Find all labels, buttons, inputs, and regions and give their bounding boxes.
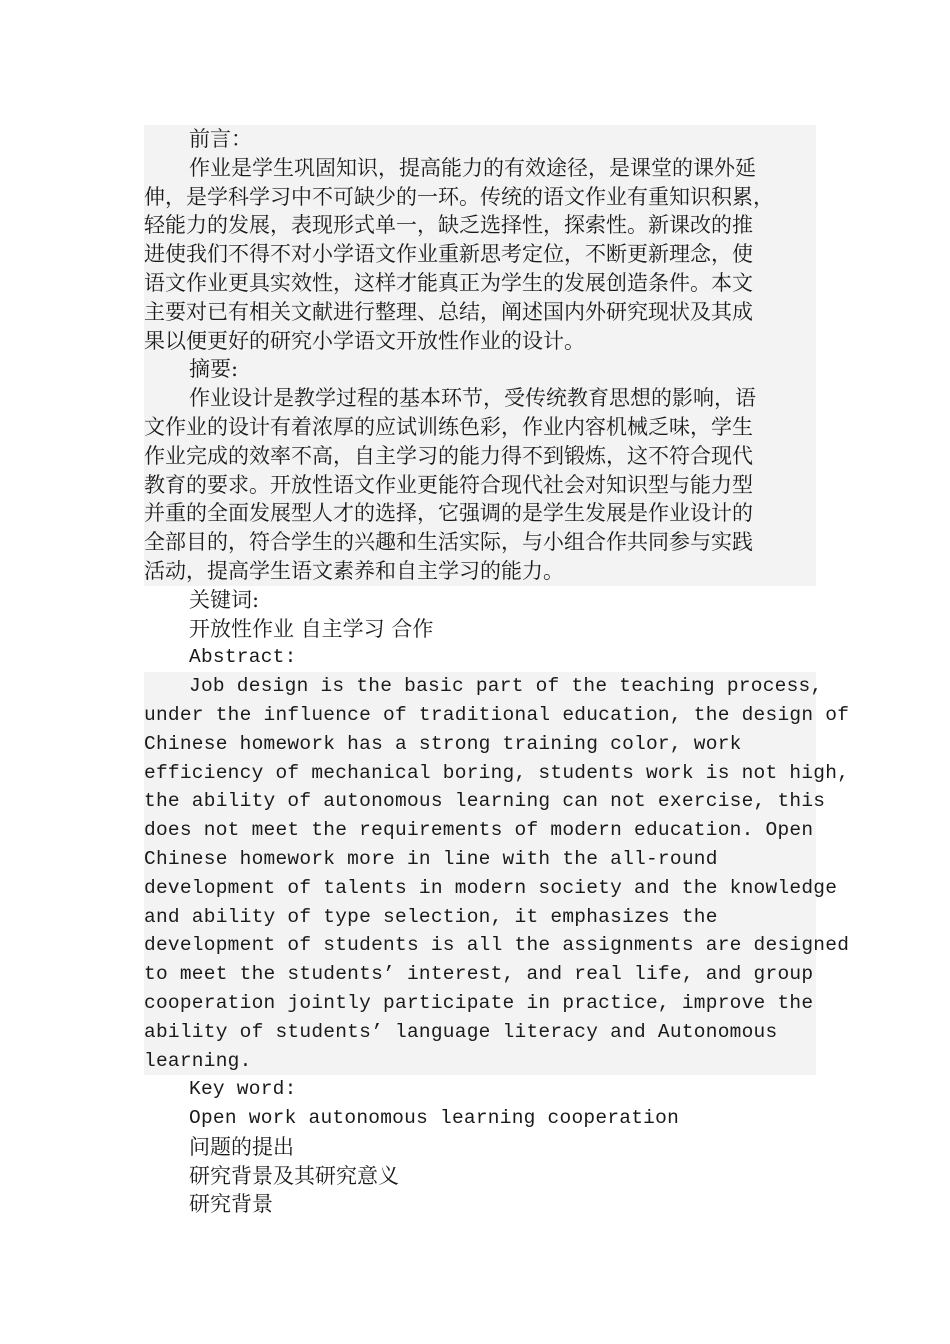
preface-paragraph-line: 作业是学生巩固知识，提高能力的有效途径，是课堂的课外延 (144, 154, 816, 183)
document-body (144, 125, 850, 1219)
abstract-en-paragraph-line: Chinese homework has a strong training color, work (144, 730, 816, 759)
preface-heading: 前言： (144, 125, 816, 154)
abstract-cn-paragraph-line: 教育的要求。开放性语文作业更能符合现代社会对知识型与能力型 (144, 471, 816, 500)
abstract-cn-paragraph-line: 并重的全面发展型人才的选择，它强调的是学生发展是作业设计的 (144, 499, 816, 528)
abstract-en-paragraph-line: development of students is all the assignments are designed (144, 931, 816, 960)
preface-paragraph-line: 语文作业更具实效性，这样才能真正为学生的发展创造条件。本文 (144, 269, 816, 298)
abstract-en-paragraph-line: does not meet the requirements of modern education. Open (144, 816, 816, 845)
keywords-en: Open work autonomous learning cooperation (189, 1107, 680, 1130)
abstract-cn-paragraph-line: 作业完成的效率不高，自主学习的能力得不到锻炼，这不符合现代 (144, 442, 816, 471)
abstract-en-paragraph-line: Chinese homework more in line with the all-round (144, 845, 816, 874)
abstract-en-paragraph-line: Job design is the basic part of the teaching process, (144, 672, 816, 701)
abstract-en-paragraph-line: cooperation jointly participate in practice, improve the (144, 989, 816, 1018)
abstract-cn-paragraph-line: 作业设计是教学过程的基本环节，受传统教育思想的影响，语 (144, 384, 816, 413)
abstract-en-heading: Abstract: (189, 646, 297, 669)
abstract-en-paragraph-line: the ability of autonomous learning can not exercise, this (144, 787, 816, 816)
abstract-en-paragraph-line: to meet the students’ interest, and real life, and group (144, 960, 816, 989)
abstract-cn-paragraph-line: 全部目的，符合学生的兴趣和生活实际，与小组合作共同参与实践 (144, 528, 816, 557)
section-heading-problem: 问题的提出 (189, 1134, 294, 1159)
preface-paragraph-line: 进使我们不得不对小学语文作业重新思考定位，不断更新理念，使 (144, 240, 816, 269)
keywords-en-heading: Key word: (189, 1078, 297, 1101)
abstract-en-paragraph-line: development of talents in modern society and the knowledge (144, 874, 816, 903)
preface-paragraph-line: 主要对已有相关文献进行整理、总结，阐述国内外研究现状及其成 (144, 298, 816, 327)
preface-paragraph-line: 伸，是学科学习中不可缺少的一环。传统的语文作业有重知识积累， (144, 183, 816, 212)
preface-paragraph-line: 轻能力的发展，表现形式单一，缺乏选择性，探索性。新课改的推 (144, 211, 816, 240)
abstract-en-paragraph-line: ability of students’ language literacy and Autonomous (144, 1018, 816, 1047)
abstract-en-paragraph-line: and ability of type selection, it emphasizes the (144, 903, 816, 932)
keywords-cn: 开放性作业 自主学习 合作 (189, 616, 434, 641)
abstract-en-paragraph-line: learning. (144, 1047, 816, 1076)
keywords-cn-heading: 关键词: (189, 587, 260, 612)
preface-paragraph-line: 果以便更好的研究小学语文开放性作业的设计。 (144, 327, 816, 356)
abstract-cn-heading: 摘要: (144, 355, 816, 384)
abstract-en-paragraph-line: efficiency of mechanical boring, students work is not high, (144, 759, 816, 788)
abstract-en-paragraph-line: under the influence of traditional education, the design of (144, 701, 816, 730)
section-heading-background: 研究背景 (189, 1192, 273, 1217)
abstract-cn-paragraph-line: 活动，提高学生语文素养和自主学习的能力。 (144, 557, 816, 586)
section-heading-background-significance: 研究背景及其研究意义 (189, 1163, 399, 1188)
abstract-cn-paragraph-line: 文作业的设计有着浓厚的应试训练色彩，作业内容机械乏味，学生 (144, 413, 816, 442)
